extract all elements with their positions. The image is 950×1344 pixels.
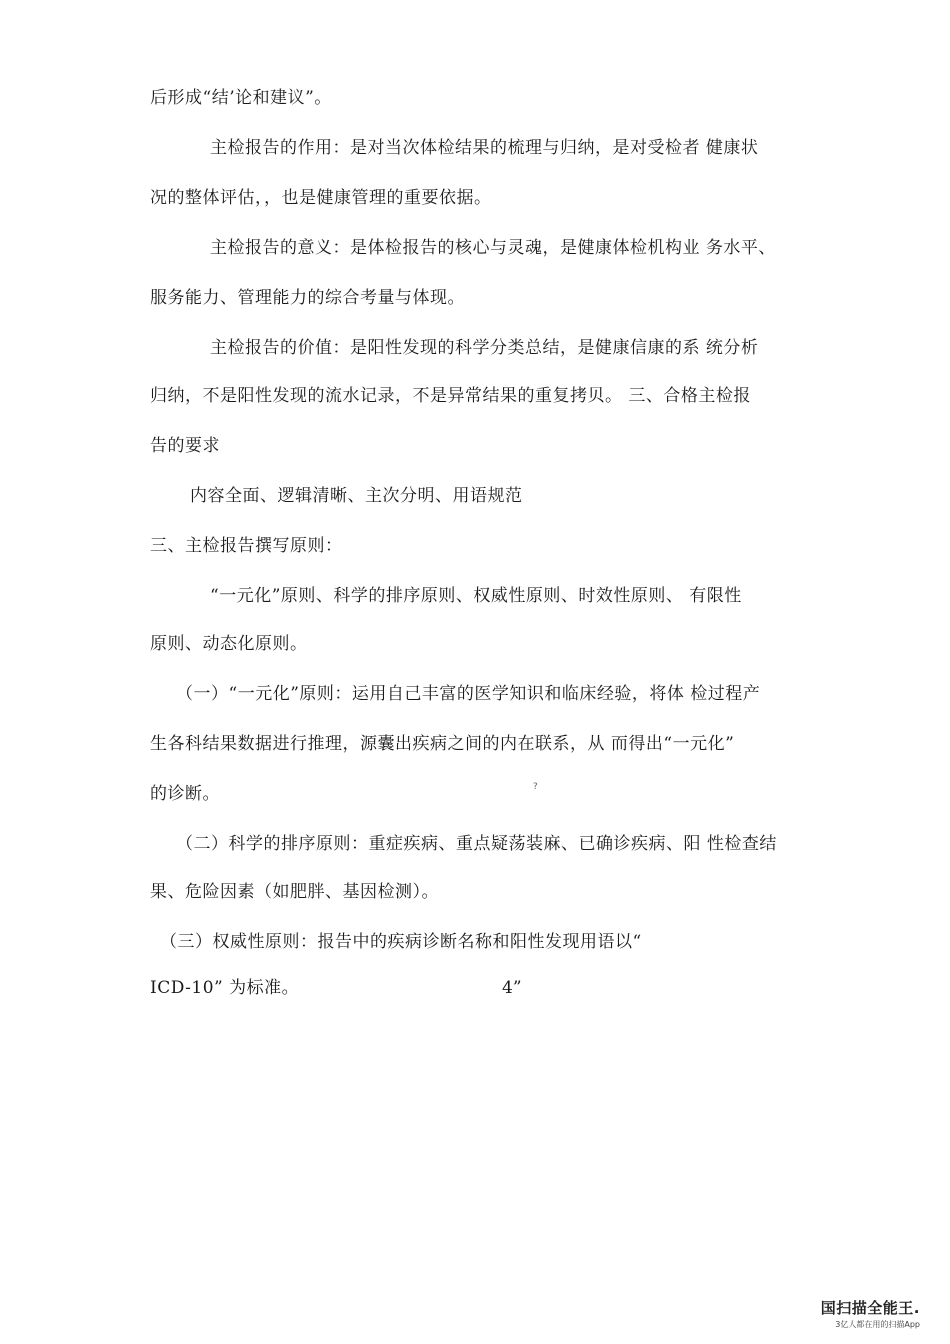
stray-mark: ? bbox=[533, 782, 538, 792]
watermark-title: 国扫描全能王. bbox=[820, 1299, 920, 1317]
text-line-1: 后形成“结’论和建议”。 bbox=[150, 88, 332, 108]
footnote-number: 4” bbox=[502, 978, 522, 998]
text-line-5: 服务能力、管理能力的综合考量与体现。 bbox=[150, 288, 465, 308]
text-line-18: （三）权威性原则：报告中的疾病诊断名称和阳性发现用语以“ bbox=[160, 932, 642, 952]
scanner-watermark bbox=[821, 1297, 920, 1330]
text-line-4: 主检报告的意义：是体检报告的核心与灵魂，是健康体检机构业 务水平、 bbox=[210, 238, 776, 258]
text-line-19: ICD-10” 为标准。 bbox=[150, 978, 300, 998]
text-line-15: 的诊断。 bbox=[150, 784, 220, 804]
text-line-17: 果、危险因素（如肥胖、基因检测）。 bbox=[150, 882, 439, 902]
text-line-14: 生各科结果数据进行推理，源囊出疾病之间的内在联系，从 而得出“一元化” bbox=[150, 734, 735, 754]
text-line-13: （一）“一元化”原则：运用自己丰富的医学知识和临床经验，将体 检过程产 bbox=[176, 684, 761, 704]
text-line-16: （二）科学的排序原则：重症疾病、重点疑荡装麻、已确诊疾病、阳 性检查结 bbox=[176, 834, 777, 854]
section-heading: 三、主检报告撰写原则： bbox=[150, 536, 343, 556]
text-line-2: 主检报告的作用：是对当次体检结果的梳理与归纳，是对受检者 健康状 bbox=[210, 138, 759, 158]
text-line-8: 告的要求 bbox=[150, 436, 220, 456]
text-line-9: 内容全面、逻辑清晰、主次分明、用语规范 bbox=[190, 486, 523, 506]
text-line-3: 况的整体评估，，也是健康管理的重要依据。 bbox=[150, 188, 492, 208]
text-line-6: 主检报告的价值：是阳性发现的科学分类总结，是健康信康的系 统分析 bbox=[210, 338, 759, 358]
text-line-11: “一元化”原则、科学的排序原则、权威性原则、时效性原则、 有限性 bbox=[210, 586, 742, 606]
text-line-7: 归纳，不是阳性发现的流水记录，不是异常结果的重复拷贝。 三、合格主检报 bbox=[150, 386, 751, 406]
text-line-12: 原则、动态化原则。 bbox=[150, 634, 308, 654]
watermark-subtitle: 3亿人都在用的扫描App bbox=[835, 1320, 920, 1329]
